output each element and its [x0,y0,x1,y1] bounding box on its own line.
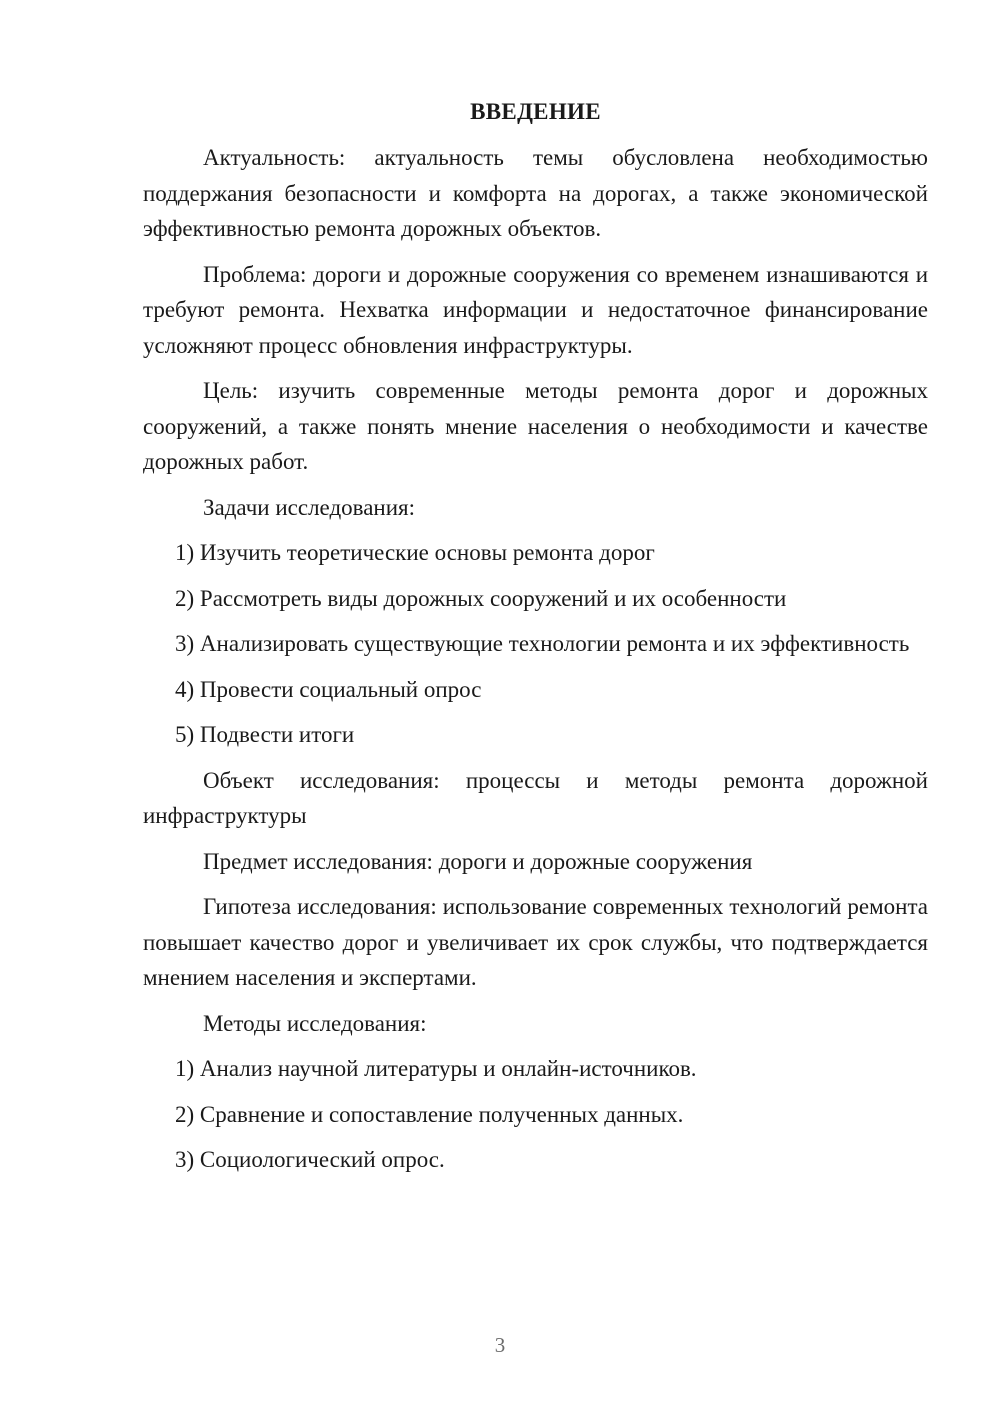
task-item: 1) Изучить теоретические основы ремонта дорог [175,540,655,565]
task-item: 2) Рассмотреть виды дорожных сооружений и их особенности [175,585,787,611]
subject-paragraph: Предмет исследования: дороги и дорожные сооружения [203,848,753,874]
method-item: 3) Социологический опрос. [175,1147,445,1172]
task-item: 3) Анализировать существующие технологии ремонта и их эффективность [175,631,910,656]
relevance-paragraph: Актуальность: актуальность темы обусловлена необходимостью поддержания безопасности и комфорта на дорогах, а также экономической эффективностью ремонта дорожных объектов. [143,145,928,241]
object-paragraph: Объект исследования: процессы и методы ремонта дорожной инфраструктуры [143,767,928,828]
document-body [143,94,928,1188]
page-title: ВВЕДЕНИЕ [470,99,601,124]
method-item: 1) Анализ научной литературы и онлайн-источников. [175,1056,697,1081]
tasks-heading: Задачи исследования: [203,494,416,520]
problem-paragraph: Проблема: дороги и дорожные сооружения со временем изнашиваются и требуют ремонта. Нехватка информации и недостаточное финансирование усложняют процесс обновления инфраструктуры. [143,261,928,358]
goal-paragraph: Цель: изучить современные методы ремонта дорог и дорожных сооружений, а также понять мнение населения о необходимости и качестве дорожных работ. [143,378,928,474]
methods-heading: Методы исследования: [203,1010,427,1036]
method-item: 2) Сравнение и сопоставление полученных данных. [175,1101,684,1127]
task-item: 4) Провести социальный опрос [175,676,482,702]
page-number: 3 [494,1333,506,1357]
hypothesis-paragraph: Гипотеза исследования: использование современных технологий ремонта повышает качество дорог и увеличивает их срок службы, что подтверждается мнением населения и экспертами. [143,894,928,990]
task-item: 5) Подвести итоги [175,722,355,747]
